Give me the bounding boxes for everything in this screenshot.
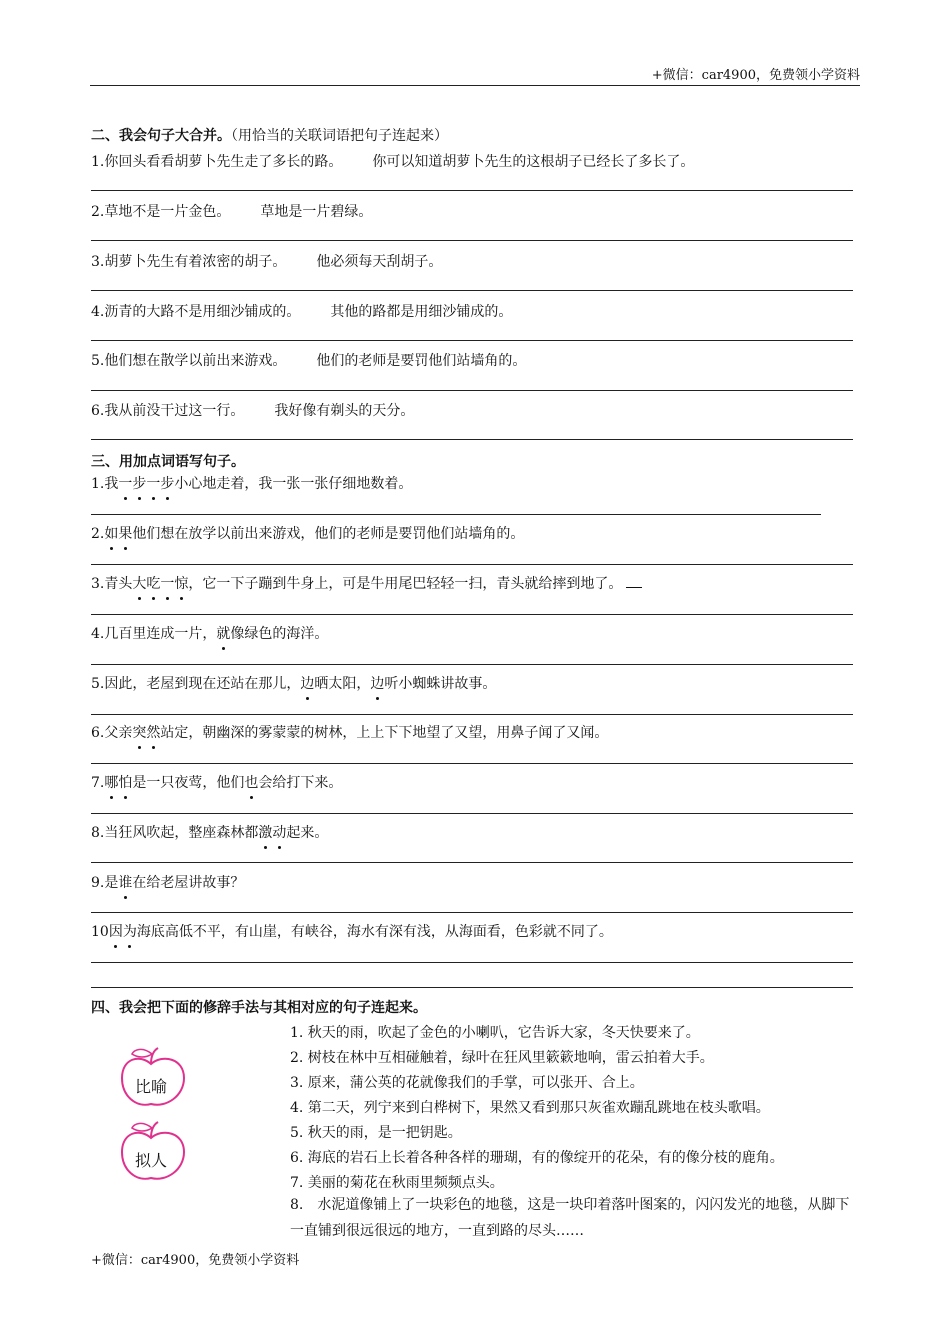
s2-item-6: 6.我从前没干过这一行。 我好像有剃头的天分。 [91,403,415,419]
emphasized-word: 就像 [216,623,244,643]
rhetoric-sentence-5[interactable]: 5. 秋天的雨，是一把钥匙。 [290,1125,462,1141]
s3-item-7: 7.哪怕 是一只夜莺，他们也 会给打下来。 [91,772,342,792]
s2-item-1: 1.你回头看看胡萝卜先生走了多长的路。 你可以知道胡萝卜先生的这根胡子已经长了多长了。 [91,154,695,170]
answer-line[interactable] [91,664,853,665]
emphasized-word: 边 [300,673,314,693]
s3-item-2: 2.如果 他们想在放学以前出来游戏，他们的老师是要罚他们站墙角的。 [91,523,524,543]
s3-item-5: 5.因此，老屋到现在还站在那儿，边 晒太阳，边 听小蜘蛛讲故事。 [91,673,496,693]
answer-line[interactable] [91,763,853,764]
answer-line[interactable] [91,912,853,913]
apple-leaf [132,1049,152,1057]
answer-line[interactable] [91,190,853,191]
s3-item-1: 1.我一步一步 小心地走着，我一张一张仔细地数着。 [91,473,412,493]
answer-line[interactable] [91,514,821,515]
answer-line[interactable] [91,390,853,391]
rhetoric-sentence-6[interactable]: 6. 海底的岩石上长着各种各样的珊瑚，有的像绽开的花朵，有的像分枝的鹿角。 [290,1150,784,1166]
answer-line[interactable] [91,813,853,814]
section3-title: 三、用加点词语写句子。 [91,454,245,470]
apple-leaf [132,1123,152,1131]
emphasized-word: 一步一步 [118,473,174,493]
answer-line[interactable] [91,614,853,615]
emphasized-word: 如果 [104,523,132,543]
apple-label-personification[interactable] [118,1120,198,1192]
emphasized-word: 边 [370,673,384,693]
answer-line[interactable] [91,240,853,241]
s2-item-4: 4.沥青的大路不是用细沙铺成的。 其他的路都是用细沙铺成的。 [91,304,513,320]
answer-line[interactable] [91,340,853,341]
rhetoric-sentence-7[interactable]: 7. 美丽的菊花在秋雨里频频点头。 [290,1175,504,1191]
s3-item-3: 3.青头大吃一惊 ，它一下子蹦到牛身上，可是牛用尾巴轻轻一扫，青头就给摔到地了。 [91,573,642,593]
rhetoric-sentence-2[interactable]: 2. 树枝在林中互相碰触着，绿叶在狂风里簌簌地响，雷云拍着大手。 [290,1050,714,1066]
rhetoric-label: 拟人 [134,1151,167,1170]
rhetoric-sentence-3[interactable]: 3. 原来，蒲公英的花就像我们的手掌，可以张开、合上。 [290,1075,644,1091]
answer-line[interactable] [91,962,853,963]
s3-item-9: 9.是谁 在给老屋讲故事？ [91,872,244,892]
emphasized-word: 突然 [132,722,160,742]
emphasized-word: 大吃一惊 [132,573,188,593]
answer-line[interactable] [91,862,853,863]
s2-item-5: 5.他们想在散学以前出来游戏。 他们的老师是要罚他们站墙角的。 [91,353,527,369]
fill-blank[interactable] [626,587,642,588]
section4-title: 四、我会把下面的修辞手法与其相对应的句子连起来。 [91,1000,427,1016]
answer-line[interactable] [91,714,853,715]
header-text: +微信：car4900，免费领小学资料 [651,68,860,83]
answer-line[interactable] [91,439,853,440]
emphasized-word: 因为 [109,921,137,941]
rhetoric-sentence-8[interactable]: 8. 水泥道像铺上了一块彩色的地毯，这是一块印着落叶图案的，闪闪发光的地毯，从脚下一直铺到很远很远的地方，一直到路的尽头…… [290,1197,850,1239]
s2-item-2: 2.草地不是一片金色。 草地是一片碧绿。 [91,204,373,220]
rhetoric-sentence-4[interactable]: 4. 第二天，列宁来到白桦树下，果然又看到那只灰雀欢蹦乱跳地在枝头歌唱。 [290,1100,770,1116]
apple-label-metaphor[interactable] [118,1046,198,1118]
s3-item-8: 8.当狂风吹起，整座森林都激动 起来。 [91,822,328,842]
section2-title: 二、我会句子大合并。（用恰当的关联词语把句子连起来） [91,128,448,144]
footer-text: +微信：car4900，免费领小学资料 [91,1253,300,1268]
s2-item-3: 3.胡萝卜先生有着浓密的胡子。 他必须每天刮胡子。 [91,254,443,270]
rhetoric-sentence-1[interactable]: 1. 秋天的雨，吹起了金色的小喇叭，它告诉大家，冬天快要来了。 [290,1025,700,1041]
answer-line[interactable] [91,987,853,988]
answer-line[interactable] [91,564,853,565]
s3-item-4: 4.几百里连成一片，就像 绿色的海洋。 [91,623,328,643]
emphasized-word: 激动 [258,822,286,842]
s3-item-10: 10因为 海底高低不平，有山崖，有峡谷，海水有深有浅，从海面看，色彩就不同了。 [91,921,613,941]
s3-item-6: 6.父亲突然 站定，朝幽深的雾蒙蒙的树林，上上下下地望了又望，用鼻子闻了又闻。 [91,722,608,742]
emphasized-word: 也 [244,772,258,792]
answer-line[interactable] [91,290,853,291]
header-rule [90,85,860,86]
emphasized-word: 哪怕 [104,772,132,792]
emphasized-word: 谁 [118,872,132,892]
rhetoric-label: 比喻 [134,1077,167,1096]
